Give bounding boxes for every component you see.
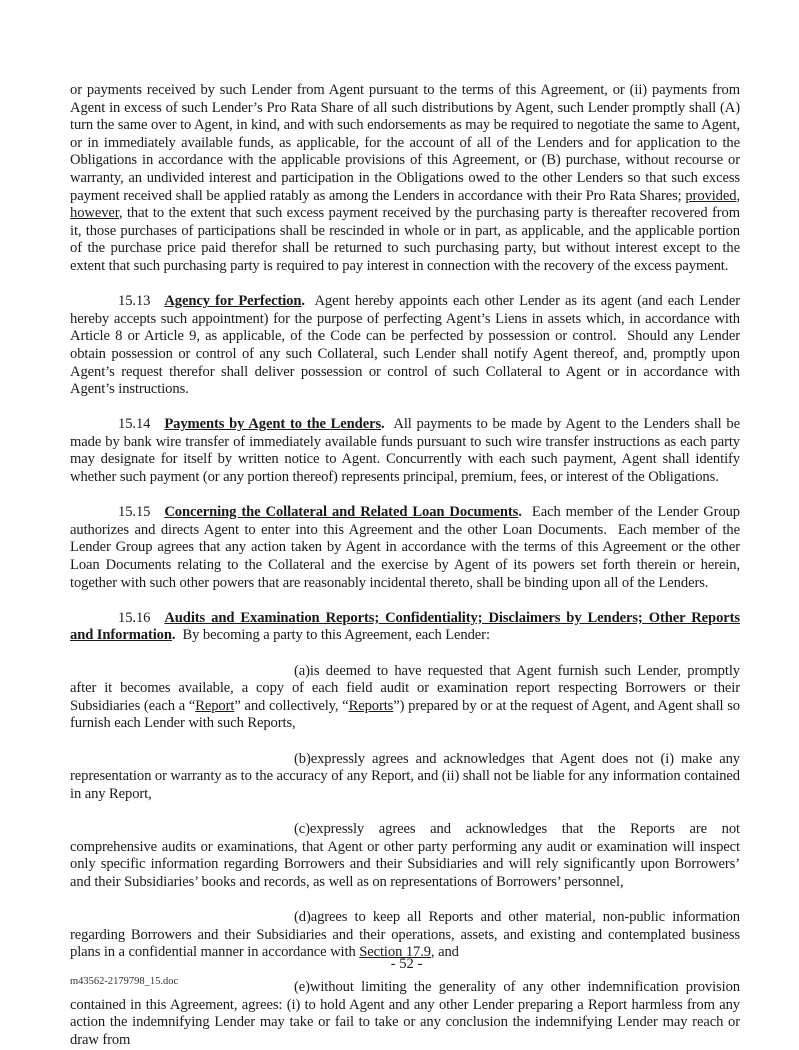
subsection-text-1: expressly agrees and acknowledges that the Reports are not comprehensive audits or examinations, that Agent or other party performing any audit or examination will inspect only specific information regarding Borrowers and their Subsidiaries and will rely significantly upon Borrowers’ and their Subsidiaries’ books and records, as well as on representations of Borrowers’ personnel, — [70, 820, 740, 890]
subsection-text-1: is deemed to have requested that Agent furnish such Lender, promptly after it becomes available, a copy of each field audit or examination report respecting Borrowers or their Subsidiaries (each a “ — [70, 662, 740, 714]
defined-term-report: Report — [195, 697, 235, 714]
subsection-label: (b) — [294, 750, 311, 767]
section-15-16 — [70, 610, 740, 645]
section-heading: Agency for Perfection — [164, 293, 302, 310]
section-body: Agent hereby appoints each other Lender as its agent (and each Lender hereby accepts such appointment) for the purpose of perfecting Agent’s Liens in assets which, in accordance with Article 8 or Article 9, as applicable, of the Code can be perfected by possession or control. Should any Lender obtain possession or control of any such Collateral, such Lender shall notify Agent thereof, and, promptly upon Agent’s request therefor shall deliver possession or control of such Collateral to Agent or in accordance with Agent’s instructions. — [70, 293, 744, 398]
heading-period: . — [171, 627, 176, 644]
intro-text-2: , that to the extent that such excess payment received by the purchasing party is thereafter recovered from it, those purchases of participations shall be rescinded in whole or in part, as applicable, and the applicable portion of the purchase price paid therefor shall be returned to such purchasing party, but without interest except to the extent that such purchasing party is required to pay interest in connection with the recovery of the excess payment. — [70, 205, 740, 274]
subsection-text-1: agrees to keep all Reports and other material, non-public information regarding Borrowers and their Subsidiaries and their operations, assets, and existing and contemplated business plans in a confidential manner in accordance with — [70, 908, 740, 961]
subsection-e — [70, 979, 740, 1049]
heading-period: . — [381, 416, 385, 433]
subsection-label: (e) — [294, 979, 310, 996]
subsection-a — [70, 663, 740, 733]
subsection-b — [70, 751, 740, 804]
term-however: however — [70, 205, 119, 222]
subsection-text-3: ”) prepared by or at the request of Agent, and Agent shall so furnish each Lender with such Reports, — [70, 697, 740, 732]
section-number: 15.15 — [118, 504, 151, 521]
section-heading: Payments by Agent to the Lenders — [164, 416, 382, 433]
heading-period: . — [518, 504, 522, 521]
section-body: All payments to be made by Agent to the Lenders shall be made by bank wire transfer of immediately available funds pursuant to such wire transfer instructions as each party may designate for itself by written notice to Agent. Concurrently with each such payment, Agent shall identify whether such payment (or any portion thereof) represents principal, premium, fees, or interest of the Obligations. — [70, 416, 744, 486]
subsection-d — [70, 909, 740, 962]
section-reference-link[interactable]: Section 17.9 — [359, 944, 431, 961]
section-15-14 — [70, 416, 744, 486]
intro-text-1: or payments received by such Lender from Agent pursuant to the terms of this Agreement, or (ii) payments from Agent in excess of such Lender’s Pro Rata Share of all such distributions by Agent, such Lender promptly shall (A) turn the same over to Agent, in kind, and with such endorsements as may be required to negotiate the same to Agent, or in immediately available funds, as applicable, for the account of all of the Lenders and for application to the Obligations in accordance with the applicable provisions of this Agreement, or (B) purchase, without recourse or warranty, an undivided interest and participation in the Obligations owed to the other Lenders so that such excess payment received shall be applied ratably as among the Lenders in accordance with their Pro Rata Shares; — [70, 82, 740, 204]
heading-period: . — [301, 293, 305, 310]
intro-paragraph — [70, 82, 740, 276]
section-number: 15.14 — [118, 416, 151, 433]
section-heading: Audits and Examination Reports; Confidentiality; Disclaimers by Lenders; Other Reports and Information — [70, 609, 740, 644]
defined-term-reports: Reports — [348, 697, 394, 714]
section-number: 15.13 — [118, 293, 151, 310]
section-body: By becoming a party to this Agreement, each Lender: — [175, 627, 490, 644]
subsection-text-1: without limiting the generality of any other indemnification provision contained in this Agreement, agrees: (i) to hold Agent and any other Lender preparing a Report harmless from any action the indemnifying Lender may take or fail to take or any conclusion the indemnifying Lender may reach or draw from — [70, 979, 740, 1049]
document-page — [70, 82, 744, 1050]
section-body: Each member of the Lender Group authorizes and directs Agent to enter into this Agreement and the other Loan Documents. Each member of the Lender Group agrees that any action taken by Agent in accordance with the terms of this Agreement or the other Loan Documents relating to the Collateral and the exercise by Agent of its powers set forth therein or herein, together with such other powers that are reasonably incidental thereto, shall be binding upon all of the Lenders. — [70, 504, 744, 591]
intro-separator: , — [736, 187, 740, 204]
subsection-text-2: ” and collectively, “ — [234, 697, 349, 714]
subsection-label: (d) — [294, 908, 311, 925]
page-number: - 52 - — [390, 956, 423, 972]
term-provided: provided — [685, 187, 737, 204]
section-15-13 — [70, 293, 744, 399]
subsection-text-2: , and — [430, 944, 459, 961]
subsection-label: (a) — [294, 662, 310, 679]
subsection-label: (c) — [294, 820, 310, 837]
section-heading: Concerning the Collateral and Related Loan Documents — [164, 504, 519, 521]
section-number: 15.16 — [118, 609, 151, 626]
section-15-15 — [70, 504, 744, 592]
subsection-text-1: expressly agrees and acknowledges that Agent does not (i) make any representation or warranty as to the accuracy of any Report, and (ii) shall not be liable for any information contained in any Report, — [70, 750, 740, 802]
footer-filename: m43562-2179798_15.doc — [70, 976, 179, 987]
subsection-c — [70, 821, 740, 891]
